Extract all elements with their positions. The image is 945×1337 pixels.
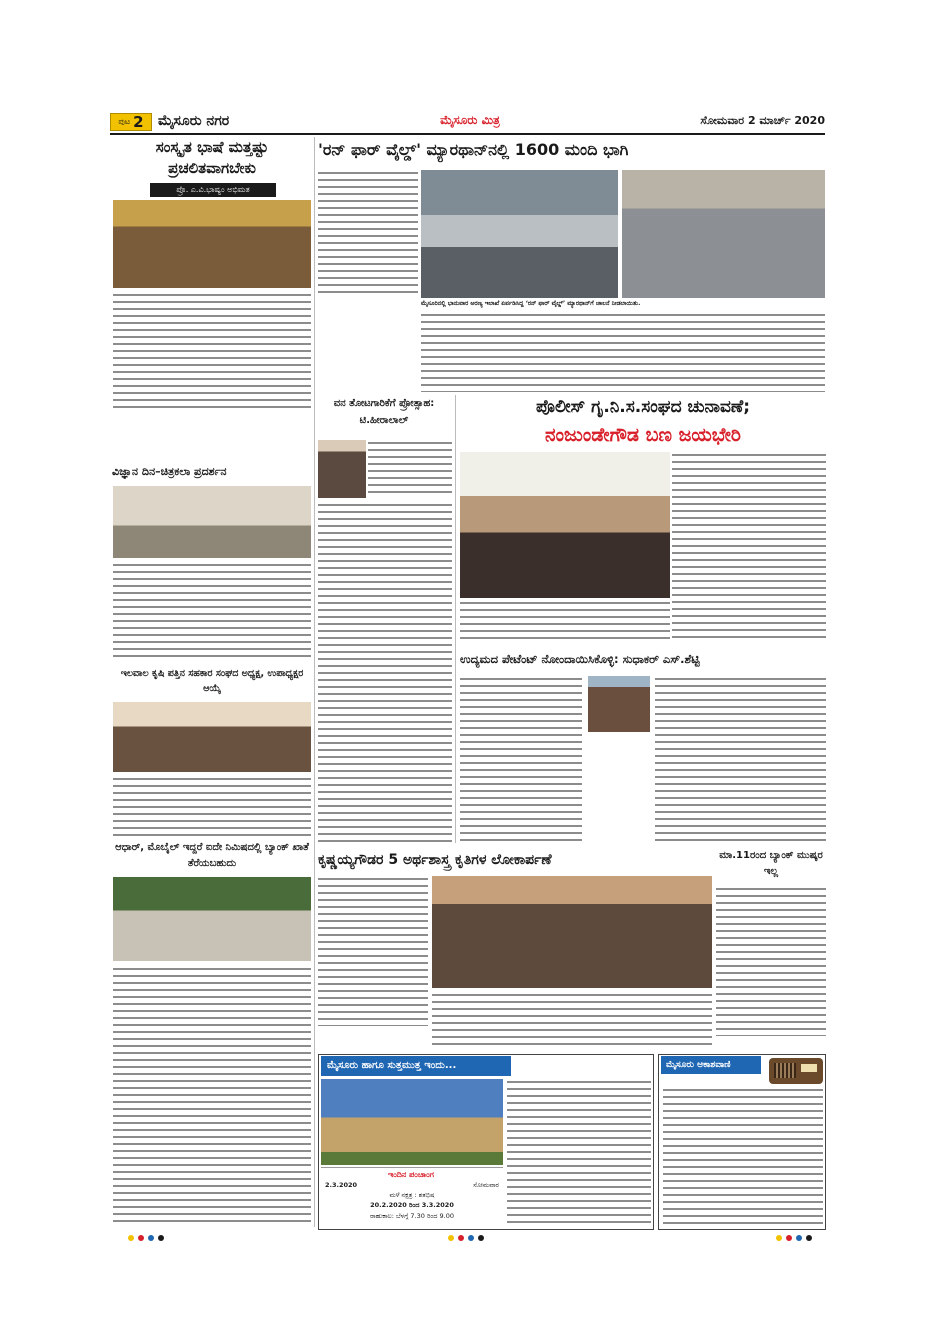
marathon-caption: ಮೈಸೂರಿನಲ್ಲಿ ಭಾನುವಾರ ಅರಣ್ಯ ಇಲಾಖೆ ಏರ್ಪಡಿಸಿದ್ದ ‘ರನ್ ಫಾರ್ ವೈಲ್ಡ್’ ಮ್ಯಾರಥಾನ್‌ಗೆ ಚಾಲನೆ ನೀಡಲಾಯಿತು. xyxy=(421,300,641,307)
sanskrit-kicker: ಪ್ರೊ. ಎ.ವಿ.ಭಾಷ್ಯಂ ಅಭಿಮತ xyxy=(150,183,276,197)
page-number: 2 xyxy=(133,113,144,131)
dot-5 xyxy=(448,1235,454,1241)
patent-body-2 xyxy=(655,676,826,842)
dot-4 xyxy=(158,1235,164,1241)
dot-2 xyxy=(138,1235,144,1241)
science-body xyxy=(113,562,311,662)
marathon-body-col2 xyxy=(421,312,825,392)
radio-speaker xyxy=(774,1063,796,1078)
around-list xyxy=(507,1079,651,1227)
marathon-title xyxy=(318,135,826,165)
masthead-bar xyxy=(110,112,825,132)
footer-dots-left xyxy=(128,1235,164,1241)
panchanga-date: 2.3.2020 xyxy=(325,1181,358,1189)
radio-icon xyxy=(769,1058,823,1084)
dot-8 xyxy=(478,1235,484,1241)
column-divider-left xyxy=(314,137,315,1227)
panchanga-line3: ರಾಹುಕಾಲ: ಬೆಳಗ್ಗೆ 7.30 ರಿಂದ 9.00 xyxy=(369,1212,455,1220)
dot-3 xyxy=(148,1235,154,1241)
police-title-2: ನಂಜುಂಡೇಗೌಡ ಬಣ ಜಯಭೇರಿ xyxy=(545,424,741,446)
forest-title: ವನ ತೋಟಗಾರಿಕೆಗೆ ಪ್ರೋತ್ಸಾಹ: ಟಿ.ಹೀರಾಲಾಲ್ xyxy=(333,398,435,426)
aadhaar-body xyxy=(113,966,311,1224)
patent-body-1 xyxy=(460,676,582,842)
ilavala-body xyxy=(113,776,311,836)
sanskrit-title: ಸಂಸ್ಕೃತ ಭಾಷೆ ಮತ್ತಷ್ಟು ಪ್ರಚಲಿತವಾಗಬೇಕು xyxy=(155,138,269,177)
aadhaar-title: ಆಧಾರ್, ಮೊಬೈಲ್ ಇದ್ದರೆ ಐದೇ ನಿಮಿಷದಲ್ಲಿ ಬ್ಯಾಂಕ್ ಖಾತೆ ತೆರೆಯಬಹುದು xyxy=(115,842,309,869)
paper-name: ಮೈಸೂರು ಮಿತ್ರ xyxy=(440,113,500,127)
panchanga-line2: 20.2.2020 ರಿಂದ 3.3.2020 xyxy=(370,1201,454,1209)
panchanga-box xyxy=(321,1167,503,1225)
dot-7 xyxy=(468,1235,474,1241)
panchanga-title: ಇಂದಿನ ಪಂಚಾಂಗ xyxy=(388,1170,434,1179)
radio-dial xyxy=(801,1064,817,1072)
patent-title: ಉದ್ಯಮದ ಪೇಟೆಂಟ್ ನೋಂದಾಯಿಸಿಕೊಳ್ಳಿ: ಸುಧಾಕರ್ ಎಸ್.ಶೆಟ್ಟಿ xyxy=(460,652,700,666)
patent-portrait xyxy=(588,676,650,732)
dot-9 xyxy=(776,1235,782,1241)
bank-body xyxy=(716,886,826,1036)
footer-dots-right xyxy=(776,1235,812,1241)
dot-6 xyxy=(458,1235,464,1241)
section-name: ಮೈಸೂರು ನಗರ xyxy=(158,113,230,129)
dot-11 xyxy=(796,1235,802,1241)
radio-box xyxy=(658,1054,826,1230)
police-photo xyxy=(460,452,670,598)
around-box xyxy=(318,1054,654,1230)
dot-12 xyxy=(806,1235,812,1241)
column-divider-mid xyxy=(455,395,456,843)
ilavala-title: ಇಲವಾಲ ಕೃಷಿ ಪತ್ತಿನ ಸಹಕಾರ ಸಂಘದ ಅಧ್ಯಕ್ಷ, ಉಪಾಧ್ಯಕ್ಷರ ಆಯ್ಕೆ xyxy=(120,668,304,694)
aadhaar-photo xyxy=(113,877,311,961)
around-title: ಮೈಸೂರು ಹಾಗೂ ಸುತ್ತಮುತ್ತ ಇಂದು... xyxy=(321,1056,511,1076)
sanskrit-body xyxy=(113,292,311,412)
page-label: ಪುಟ xyxy=(118,117,131,126)
science-title: ವಿಜ್ಞಾನ ದಿನ–ಚಿತ್ರಕಲಾ ಪ್ರದರ್ಶನ xyxy=(112,465,227,478)
forest-body-2 xyxy=(318,502,452,842)
ilavala-photo xyxy=(113,702,311,772)
sanskrit-photo xyxy=(113,200,311,288)
forest-body xyxy=(368,440,452,498)
marathon-photo-1 xyxy=(421,170,618,298)
page-label-box xyxy=(110,113,152,131)
science-photo xyxy=(113,486,311,558)
marathon-photo-2 xyxy=(622,170,825,298)
krishna-photo xyxy=(432,876,712,988)
footer-dots-center xyxy=(448,1235,484,1241)
forest-portrait xyxy=(318,440,366,498)
dot-10 xyxy=(786,1235,792,1241)
palace-photo xyxy=(321,1079,503,1165)
marathon-body-col1 xyxy=(318,170,418,298)
radio-title: ಮೈಸೂರು ಆಕಾಶವಾಣಿ xyxy=(661,1056,761,1074)
marathon-headline: 'ರನ್ ಫಾರ್ ವೈಲ್ಡ್' ಮ್ಯಾರಥಾನ್‌ನಲ್ಲಿ 1600 ಮಂದಿ ಭಾಗಿ xyxy=(318,140,629,159)
panchanga-day: ಸೋಮವಾರ xyxy=(473,1181,499,1189)
issue-date: ಸೋಮವಾರ 2 ಮಾರ್ಚ್ 2020 xyxy=(700,114,825,127)
krishna-body-1 xyxy=(318,876,428,1026)
radio-schedule xyxy=(663,1087,823,1227)
panchanga-line1: ಮಳೆ ನಕ್ಷತ್ರ : ಶತಭಿಷ xyxy=(389,1191,435,1199)
dot-1 xyxy=(128,1235,134,1241)
police-title-1: ಪೊಲೀಸ್ ಗೃ.ನಿ.ಸ.ಸಂಘದ ಚುನಾವಣೆ; xyxy=(535,397,751,417)
police-caption xyxy=(460,600,670,642)
krishna-title: ಕೃಷ್ಣಯ್ಯಗೌಡರ 5 ಅರ್ಥಶಾಸ್ತ್ರ ಕೃತಿಗಳ ಲೋಕಾರ್ಪಣೆ xyxy=(318,852,552,868)
krishna-body-2 xyxy=(432,992,712,1050)
police-body xyxy=(672,452,826,642)
bank-title: ಮಾ.11ರಂದ ಬ್ಯಾಂಕ್ ಮುಷ್ಕರ ಇಲ್ಲ xyxy=(719,850,823,877)
